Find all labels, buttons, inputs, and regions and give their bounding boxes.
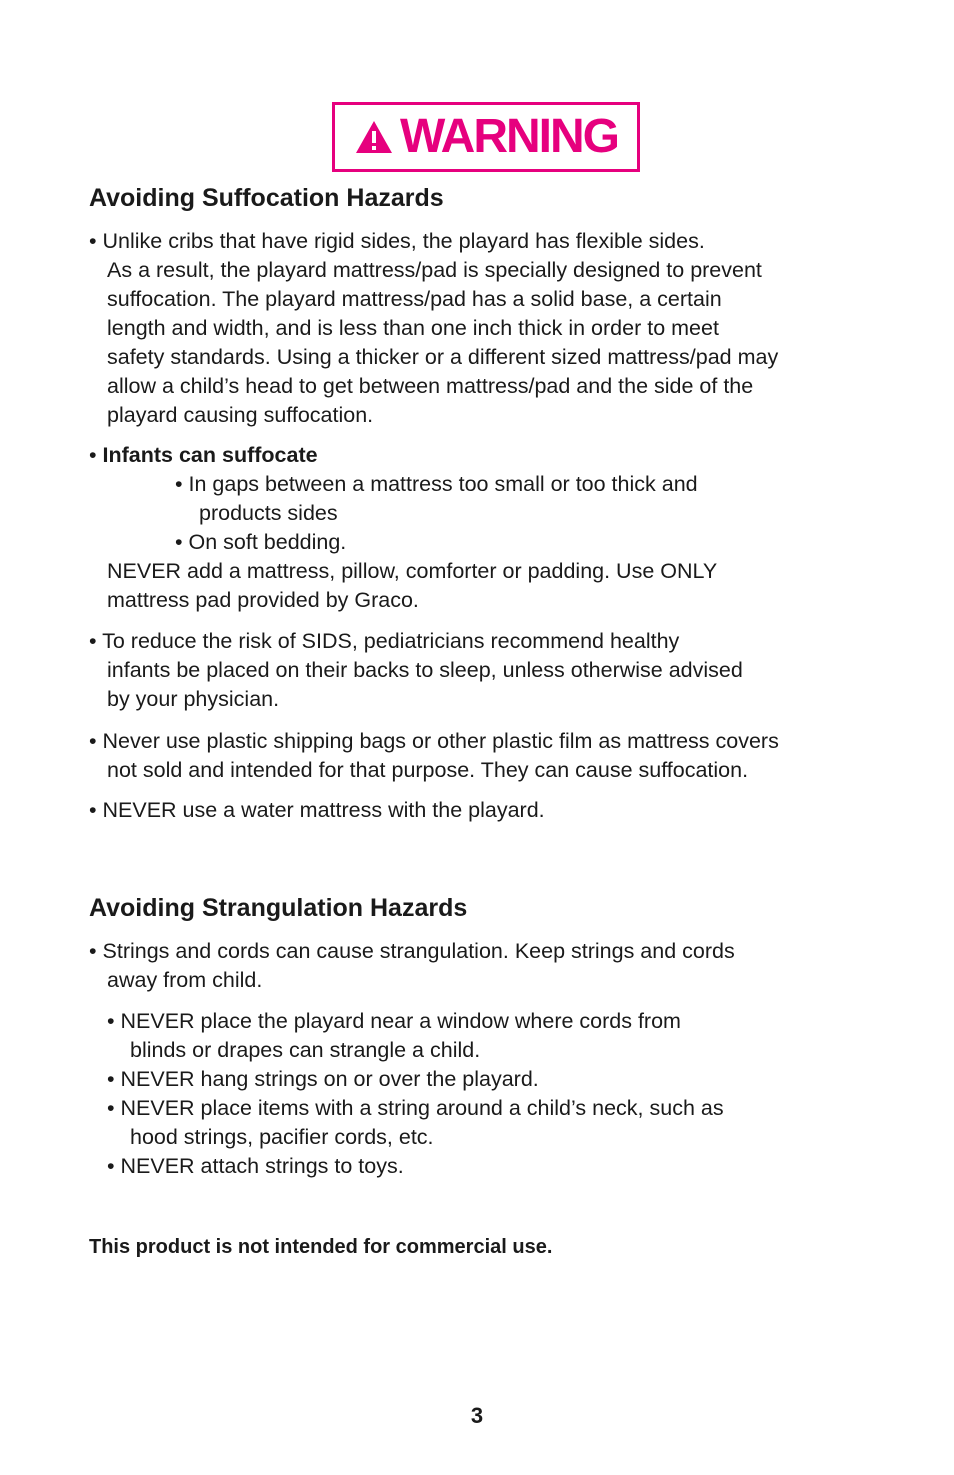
infants-sub-2: products sides xyxy=(199,501,338,525)
suffocation-p1-line-5: safety standards. Using a thicker or a different sized mattress/pad may xyxy=(107,345,779,369)
strangulation-p1-line-1: • Strings and cords can cause strangulation. Keep strings and cords xyxy=(89,939,735,963)
warning-triangle-icon xyxy=(354,119,394,155)
suffocation-p1-line-2: As a result, the playard mattress/pad is specially designed to prevent xyxy=(107,258,762,282)
never-add-line-1: NEVER add a mattress, pillow, comforter or padding. Use ONLY xyxy=(107,559,718,583)
strangulation-heading: Avoiding Strangulation Hazards xyxy=(89,894,468,922)
strangulation-item-2: • NEVER hang strings on or over the playard. xyxy=(107,1067,539,1091)
plastic-line-2: not sold and intended for that purpose. They can cause suffocation. xyxy=(107,758,749,782)
suffocation-p1-line-3: suffocation. The playard mattress/pad has a solid base, a certain xyxy=(107,287,722,311)
suffocation-heading: Avoiding Suffocation Hazards xyxy=(89,184,444,212)
suffocation-p1-line-7: playard causing suffocation. xyxy=(107,403,374,427)
infants-sub-1: • In gaps between a mattress too small or too thick and xyxy=(175,472,698,496)
strangulation-p1-line-2: away from child. xyxy=(107,968,263,992)
suffocation-p1-line-1: • Unlike cribs that have rigid sides, the playard has flexible sides. xyxy=(89,229,705,253)
infants-title: Infants can suffocate xyxy=(102,443,318,467)
infants-bullet: • xyxy=(89,443,97,467)
sids-line-2: infants be placed on their backs to sleep, unless otherwise advised xyxy=(107,658,743,682)
strangulation-item-3-cont: hood strings, pacifier cords, etc. xyxy=(130,1125,434,1149)
infants-sub-3: • On soft bedding. xyxy=(175,530,347,554)
sids-line-1: • To reduce the risk of SIDS, pediatricians recommend healthy xyxy=(89,629,680,653)
sids-line-3: by your physician. xyxy=(107,687,280,711)
plastic-line-1: • Never use plastic shipping bags or other plastic film as mattress covers xyxy=(89,729,779,753)
page-number: 3 xyxy=(470,1403,484,1428)
suffocation-p1-line-4: length and width, and is less than one inch thick in order to meet xyxy=(107,316,719,340)
water-mattress-line: • NEVER use a water mattress with the playard. xyxy=(89,798,545,822)
warning-banner xyxy=(332,102,640,172)
never-add-line-2: mattress pad provided by Graco. xyxy=(107,588,419,612)
commercial-use-note: This product is not intended for commercial use. xyxy=(89,1236,553,1258)
strangulation-item-1: • NEVER place the playard near a window where cords from xyxy=(107,1009,681,1033)
suffocation-p1-line-6: allow a child’s head to get between mattress/pad and the side of the xyxy=(107,374,754,398)
strangulation-item-1-cont: blinds or drapes can strangle a child. xyxy=(130,1038,481,1062)
warning-label: WARNING xyxy=(400,110,618,163)
infants-bullet-line xyxy=(89,441,318,470)
strangulation-item-4: • NEVER attach strings to toys. xyxy=(107,1154,404,1178)
strangulation-item-3: • NEVER place items with a string around a child’s neck, such as xyxy=(107,1096,724,1120)
